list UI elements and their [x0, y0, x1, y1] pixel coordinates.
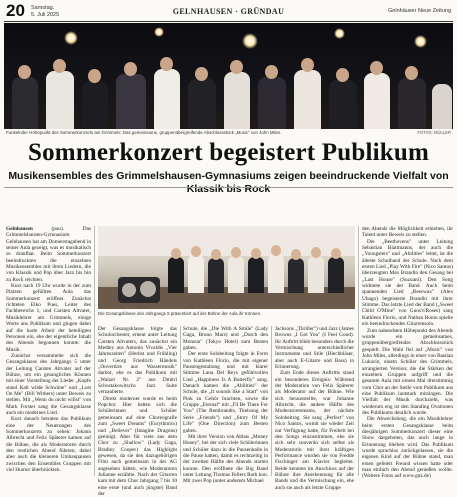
article-column-5 [362, 226, 453, 480]
paragraph: Schule, die „Die With A Smile" (Lady Gaga, Bruno Mars) und „Durch den Monsun" (Tokyo Hotel) zum Besten gaben. [183, 326, 268, 352]
concert-photo-top [4, 23, 453, 129]
drum-kit [118, 277, 160, 303]
paragraph: Die „Beethovens" unter Leitung Sebastian Blattmanns, der auch die „Youngsters" und „Abilities" leitet, ist die älteste Schulband der Schule. Nach dem ersten Lied „Play With Fire" (Nico Santos) überzeugten Max Brandin den Gesang bei „Last House" (Suzuani). Den Song widmete sie der Band. Auch beim spannenden Lied „Beeswax" (Alex Ubago) begeisterte Brandin mit ihrer Stimme. Das letzte Lied der Band („Sweet Child O'Mine" von Guns'n'Roses) sang Kathleen Florio, und Nathan Bonin spielte ein beeindruckendes Gitarrensolo. [362, 238, 453, 328]
paragraph: Mit ihrer Version von Abbas „Money Honey", bei der sich viele Schülerinnen und Schüler dazu in die Pausenhalle in die Pause hatten, damit es rechtzeitig in der zweiten Hälfte des Abends starten konnte. Den eröffnete die Big Band unter Leitung Thomas Fellers Roth kon. Mit zwei Pop (unter anderem Michael [183, 433, 268, 485]
header-rule [4, 21, 453, 22]
performers-group [4, 59, 453, 129]
photo-credit: FOTOS: MÜLLER [417, 130, 451, 135]
article-headline: Sommerkonzert begeistert Publikum [28, 139, 429, 166]
article-column-1 [6, 226, 91, 473]
paragraph: Jacksons „Thriller") und Jazz (James Browns „I Got You" (I Feel Good). Ihr Auftritt blieb besonders durch die Vermischung unterschiedlicher Instrumente und Stile (Blechbläser, aber auch E-Gitarre und Bass) in Erinnerung. [275, 326, 354, 371]
paragraph: Der erste Solobeitrag folgte in Form von Kathleen Florio, die mit eigener Pausengestaltung und mit klarer Stimme Lana Del Reys gefühlvollen Lied „Happiness Is A Butterfly" sang. Danach kamen die „Abilities" der Schule, die „It sounds like a Start" von Pink zu Gehör brachten, sowie die Gruppe „Eternal“ mit „I'll Be There For You" (The Rembrandts, Titelsong der Serie „Friends") und „Story Of My Life" (One Direction) zum Besten gaben. [183, 351, 268, 434]
photo-caption: Die Gesangsklasse des Jahrgangs 5 präsentiert auf der Bühne der Aula ihr Können. [98, 311, 262, 316]
paragraph: Zum nahendsten Höhepunkt des Abends wurde ein gemeinsames, gruppenübergreifendes Abschlussstück gespielt. Die Wahl fiel auf „Music" von John Miles, allerdings in einer von Bastian Lukacin, einem Schüler des Grimmels, arrangierten Version; die die Stärken der einzelnen Gruppen aufgriff und die gesamte Aula mit einem Mal dreistimmig vom Chor an der Stelle vom Publikum aus eine Publikum lautstark mitsingen. Die Vielfalt der Musik durchzieht, was wiederum eng ist den Standing Ovationen des Publikums deutlich wurde. [362, 327, 453, 416]
paragraph: den Abends die Möglichkeit erhielten, ihr Talent unter Beweis zu stellen. [362, 226, 453, 239]
section-title: GELNHAUSEN · GRÜNDAU [172, 7, 285, 16]
paragraph: Kurz nach 19 Uhr wurde in der zum Platzen gefüllten Aula das Sommerkonzert eröffnet. Zunächst richteten Elko Pues, Leiter des Fachbereichs 1, und Carsten Altvater, Musiklehrer am Grimmels, einige Worte ans Publikum und gingen dabei auf die harte Arbeit der beteiligten Personen ein, ehe der eigentliche Inhalt des Abends begonnen konnte: die Musik. [6, 283, 91, 353]
paragraph: Der Gesangsklasse folgte das Schulorchester, erneut unter Leitung Carsten Altvaters, das zunächst ein Medley aus Antonio Vivaldis „Vier Jahreszeiten" (Herbst und Frühling) und Georg Friedrich Händels „Ouvertüre aus Wassermusik" darbot, ehe es das Publikum mit „Walzer Nr. 2" aus Dmitri Schostakowitschs Jazz Suite verzauberte. [98, 326, 177, 396]
stage-light [414, 35, 427, 48]
paragraph: Kurz danach betraten das Publikum eine der Neuerungen des Sommerkonzerts zu sehen: Johann Albrecht und Felix Späterer kamen auf die Bühne, die als Moderatoren durch den restlichen Abend führten, dabei aber auch die kleineren Umbaupausen zwischen den Ensembles Gruppen mit viel Humor überbrückten. [6, 416, 91, 474]
stage-light [64, 31, 78, 45]
issue-day: 5. Juli 2025 [31, 11, 60, 18]
column-divider [180, 326, 181, 476]
paragraph: Die Abwechslung, die ein Musiklehrer beim ersten Gesangsklasse beim diesjährigen Sommerkonzert dieser eine Show dargeboten, das auch lange in Erinnerung bleiben wird. Das Publikum wurde sprachlos zurückgelassen, sie die eigenen Kind auf der Bühne stand, man einen gefeiert Freund wissen hatte oder man einfach den Abend genießen wollte. (Weitere Fotos auf www.gnz.de) [362, 416, 453, 480]
column-divider [358, 226, 359, 476]
concert-photo-middle [98, 226, 355, 309]
subhead-rule [4, 187, 453, 188]
article-column-3 [183, 326, 268, 485]
issue-weekday: Samstag, [31, 5, 55, 11]
article-subhead: Musikensembles des Grimmelshausen-Gymnasiums zeigen beeindruckende Vielfalt von Klassik bis Rock [8, 170, 449, 195]
stage-light [154, 27, 164, 37]
paragraph: Direkt moderner wurde es beim Popchor. Hier hatten sich die Schülerinnen und Schüler gemeinsam auf eine Choreografie zum „Sweet Dreams" (Eurythmics) und „Believer" (Imagine Dragons) geeinigt. Aber für viele aus dem Chor zu „Shallow" (Lady Gaga, Bradley Cooper) das Highlight gewesen, da sie den dazugehörigen Film auch gemeinsam in der AG angesehen hätten, wie Moderatoren Julianne erzählte. Nach der Gitarren kam mit dem Chor Jahrgang 7 bis 10 eine erste (und auch jüngste) Band der [98, 395, 177, 497]
paragraph: Zum Ende dieses Auftritts stand ein besonderes Ereignis: Während der Moderation von Felix Späterer als Moderator auf der Bühne. Wie sich herausstellte, war Johanne Albrecht, die andere Hälfte des Moderatorenteams, der nächste Solobeitrag. Sie sang „Perfect" von Nico Santos, womit sie wieder Zeit zur Verfügung hatte, für Freiheit bei den Songs einzustimmen, ehe sie sich sehr souverän sich selbst als Moderatorin mit ihrer kräftigen Performance wurden sie von Fredde Fischinger am Klavier begleitet. Beide kennten im Anschluss auf der Bühne ihre Anerkennung für alle Bands und die Vermischung ein, ehe auch sie auch als letzte Gruppe [275, 370, 354, 491]
newspaper-brand: Gelnhäuser Neue Zeitung [388, 8, 451, 14]
page-number: 20 [6, 1, 25, 20]
photo-caption: Funkelnder Höhepunkt des Sommerkonzerts am Grimmels: Das gemeinsame, gruppenübergreifende Abschlussstück „Music" von John Miles. [6, 130, 282, 135]
stage-light [334, 28, 345, 39]
paragraph: Zunächst versammelte sich die Gesangsklasse des Jahrgangs 5 unter der Leitung Carsten Altvater auf der Bühne, um ein gesangliches Können mit einer Vorstellung der Lieder „Kopfe stand Kalt wilde Schwäne" und „Lost On Me" (Bill Withers) unter Beweis zu stellen. Mit „Wenn du nicht willst" von Mark Forster sang die Gesangsklasse auch ein modernes Lied. [6, 352, 91, 416]
article-column-4 [275, 326, 354, 491]
column-divider [94, 226, 95, 476]
article-column-2 [98, 326, 177, 497]
column-divider [271, 326, 272, 476]
stage-light [242, 33, 258, 49]
paragraph: Gelnhausen (pau). Das Grimmelshausen-Gymnasium Gelnhausen hat am Donnerstagabend in seiner Aula gezeigt, was es musikalisch so draufhat. Beim Sommerkonzert beeindruckten die einzelnen Musikensembles mit ihren Liedern, die von Klassik und Pop über Jazz bis hin zu Rock reichten. [6, 226, 91, 283]
page-header [4, 3, 453, 23]
